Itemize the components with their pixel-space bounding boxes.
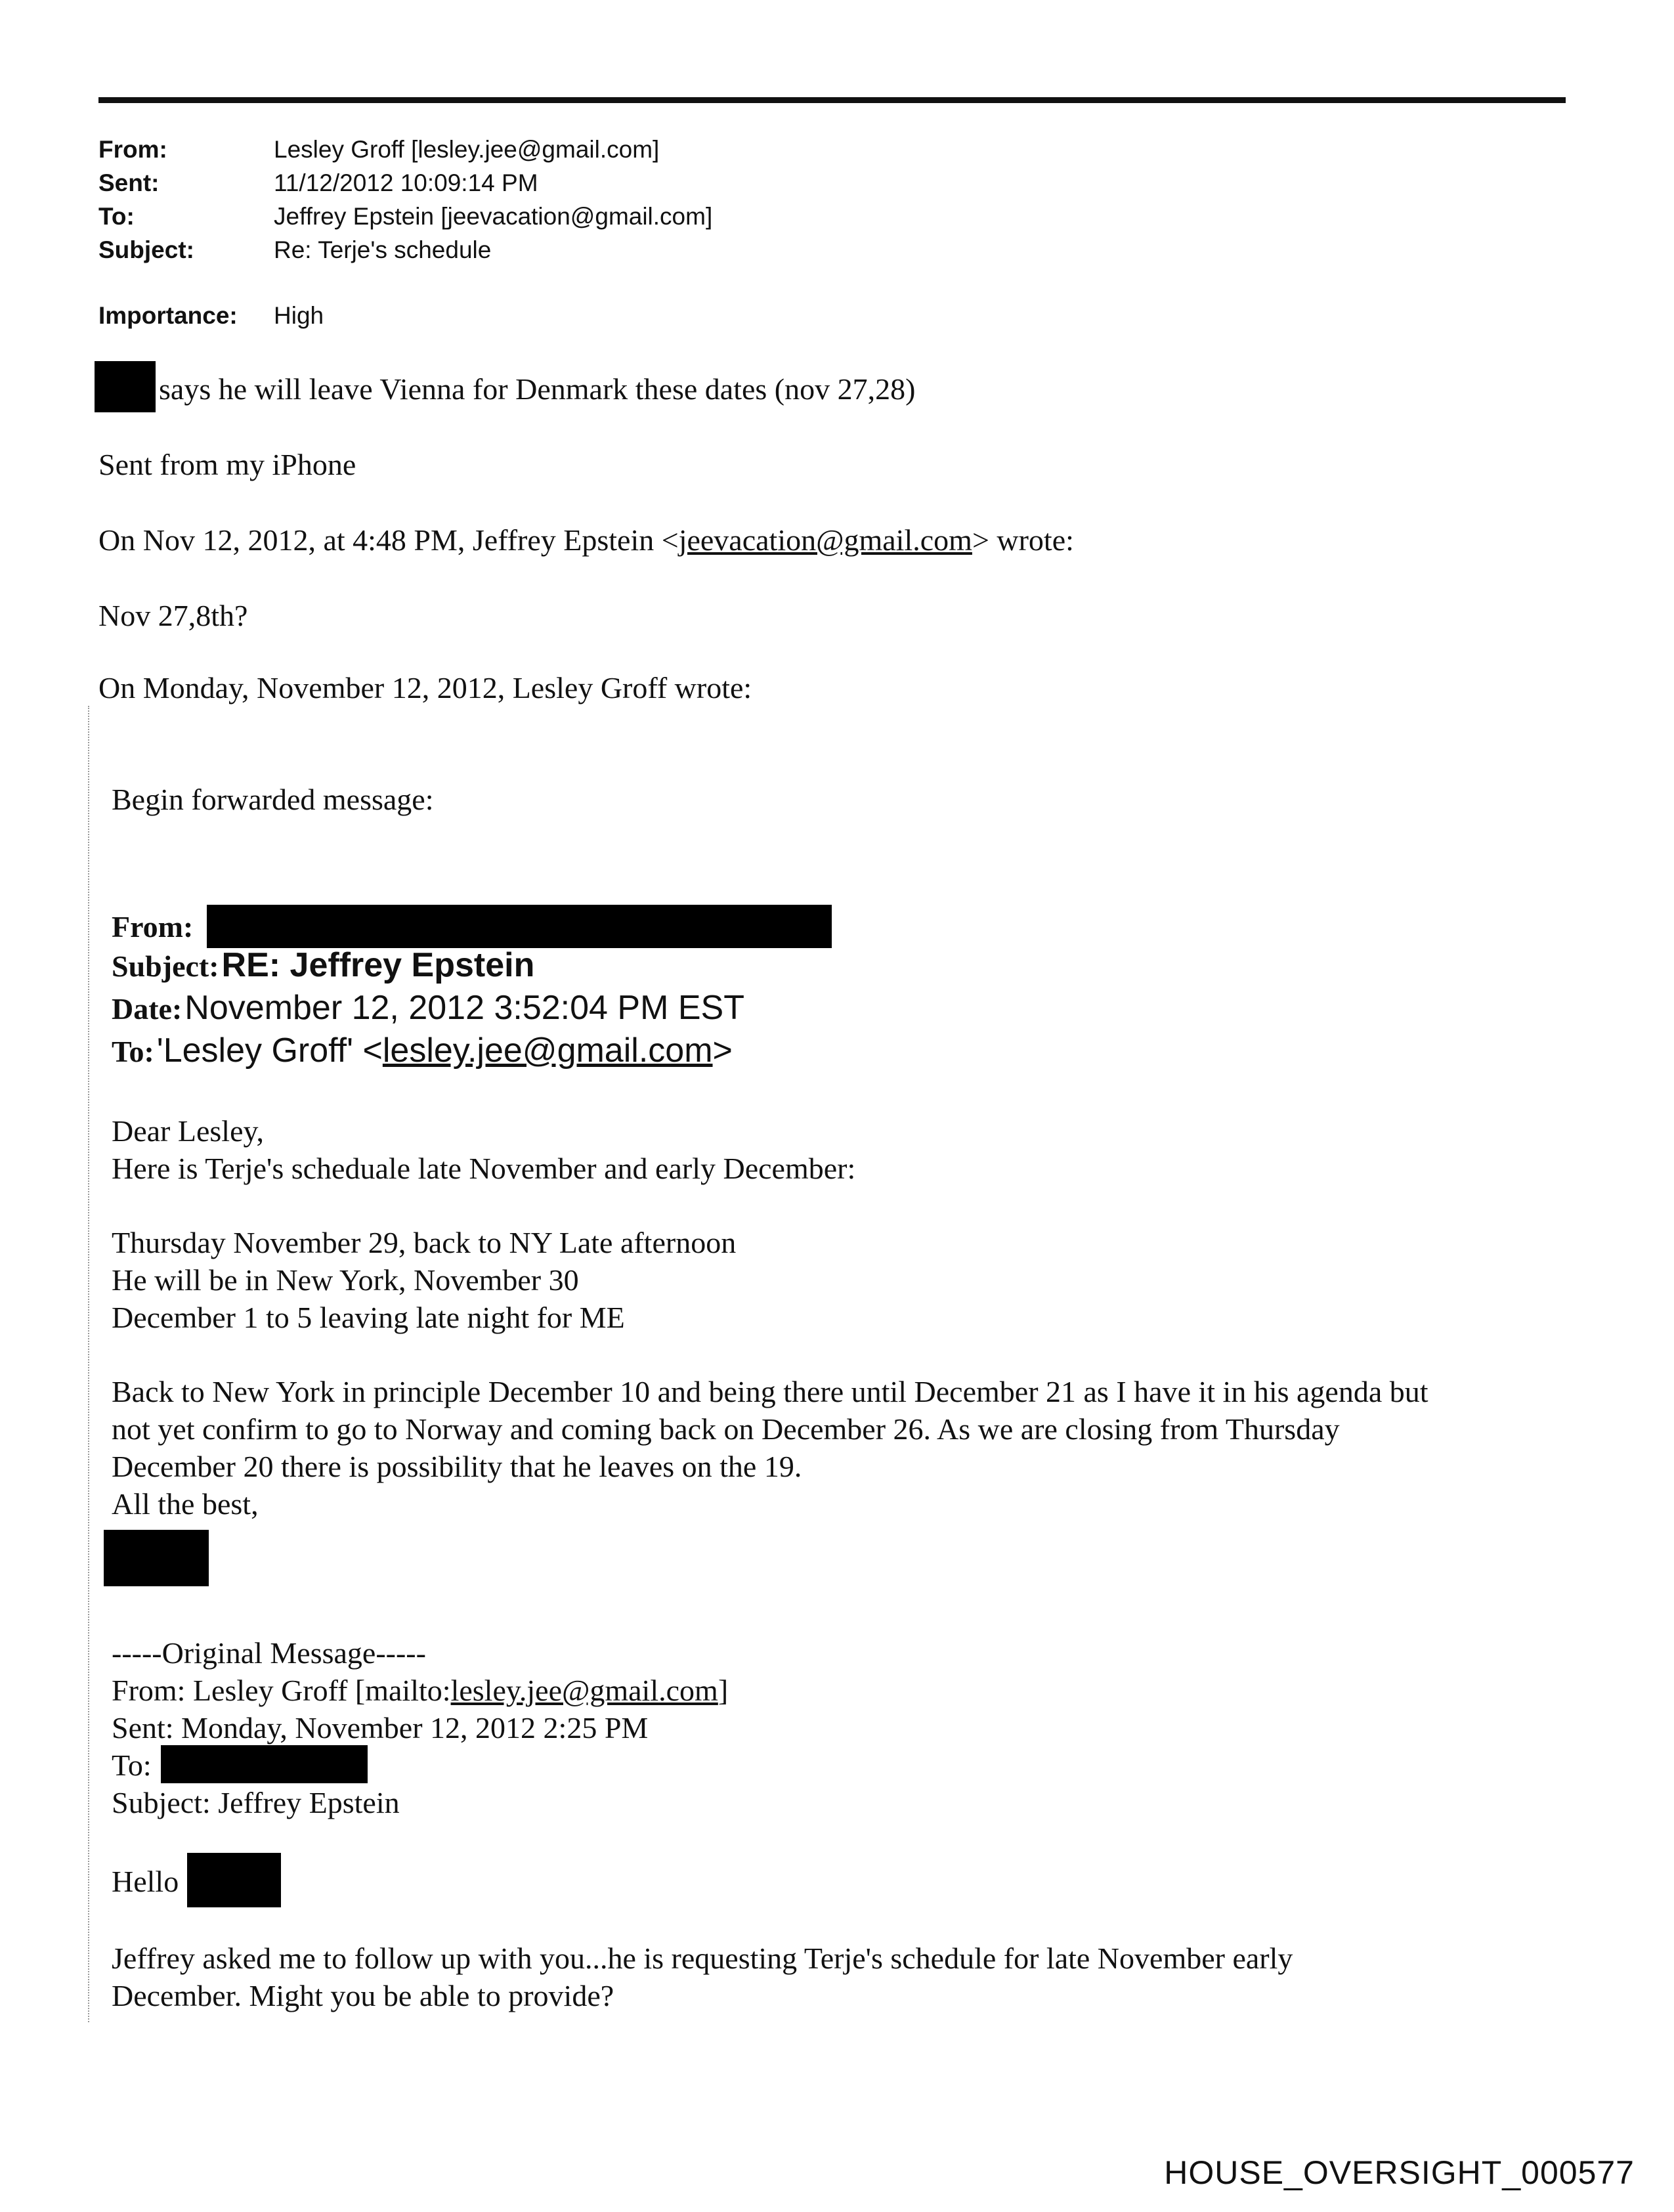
original-subject: Subject: Jeffrey Epstein — [112, 1786, 400, 1819]
email-link[interactable]: jeevacation@gmail.com — [678, 523, 972, 557]
importance-label: Importance: — [98, 302, 238, 329]
original-from: From: Lesley Groff [mailto:lesley.jee@gmail.com] — [112, 1674, 729, 1707]
fwd-body-line: Back to New York in principle December 10 and being there until December 21 as I have it in his agenda but — [112, 1375, 1428, 1408]
quote-body: Nov 27,8th? — [98, 599, 248, 632]
sent-value: 11/12/2012 10:09:14 PM — [274, 169, 538, 196]
redaction-box — [207, 905, 832, 948]
original-body-line: December. Might you be able to provide? — [112, 1979, 614, 2012]
header-rule — [98, 97, 1566, 103]
redaction-box — [187, 1853, 281, 1907]
fwd-subject: Subject: RE: Jeffrey Epstein — [112, 946, 535, 984]
fwd-date: Date: November 12, 2012 3:52:04 PM EST — [112, 989, 744, 1027]
redaction-box — [95, 361, 156, 412]
quote2-intro: On Monday, November 12, 2012, Lesley Groff wrote: — [98, 671, 752, 705]
subject-value: Re: Terje's schedule — [274, 236, 492, 263]
forward-begin: Begin forwarded message: — [112, 783, 434, 816]
fwd-body-line: December 1 to 5 leaving late night for ME — [112, 1301, 625, 1334]
original-sent: Sent: Monday, November 12, 2012 2:25 PM — [112, 1711, 649, 1745]
from-value: Lesley Groff [lesley.jee@gmail.com] — [274, 136, 660, 163]
to-value: Jeffrey Epstein [jeevacation@gmail.com] — [274, 203, 713, 230]
fwd-body-line: He will be in New York, November 30 — [112, 1263, 579, 1297]
fwd-body-line: not yet confirm to go to Norway and coming back on December 26. As we are closing from Thursday — [112, 1412, 1340, 1446]
redaction-box — [161, 1745, 368, 1783]
fwd-body-line: December 20 there is possibility that he leaves on the 19. — [112, 1450, 802, 1483]
fwd-body-line: Dear Lesley, — [112, 1114, 264, 1148]
to-label: To: — [98, 203, 135, 230]
email-link[interactable]: lesley.jee@gmail.com — [382, 1031, 713, 1070]
original-greeting: Hello — [112, 1865, 179, 1898]
fwd-to: To: 'Lesley Groff' <lesley.jee@gmail.com> — [112, 1031, 733, 1070]
importance-value: High — [274, 302, 324, 329]
quote-intro: On Nov 12, 2012, at 4:48 PM, Jeffrey Epstein <jeevacation@gmail.com> wrote: — [98, 523, 1074, 557]
sent-label: Sent: — [98, 169, 160, 196]
original-separator: -----Original Message----- — [112, 1636, 426, 1670]
redaction-box — [104, 1530, 209, 1586]
email-link[interactable]: lesley.jee@gmail.com — [450, 1674, 718, 1707]
from-label: From: — [98, 136, 167, 163]
fwd-body-line: All the best, — [112, 1487, 259, 1521]
bates-number: HOUSE_OVERSIGHT_000577 — [1164, 2154, 1635, 2191]
subject-label: Subject: — [98, 236, 194, 263]
original-to: To: — [112, 1748, 152, 1782]
reply-signature: Sent from my iPhone — [98, 448, 356, 481]
original-body-line: Jeffrey asked me to follow up with you...he is requesting Terje's schedule for late November early — [112, 1941, 1293, 1975]
fwd-body-line: Thursday November 29, back to NY Late afternoon — [112, 1226, 737, 1259]
fwd-from-label: From: — [112, 910, 194, 943]
fwd-body-line: Here is Terje's scheduale late November and early December: — [112, 1152, 856, 1185]
reply-line: says he will leave Vienna for Denmark these dates (nov 27,28) — [159, 372, 916, 406]
quote-bar — [88, 706, 89, 2022]
